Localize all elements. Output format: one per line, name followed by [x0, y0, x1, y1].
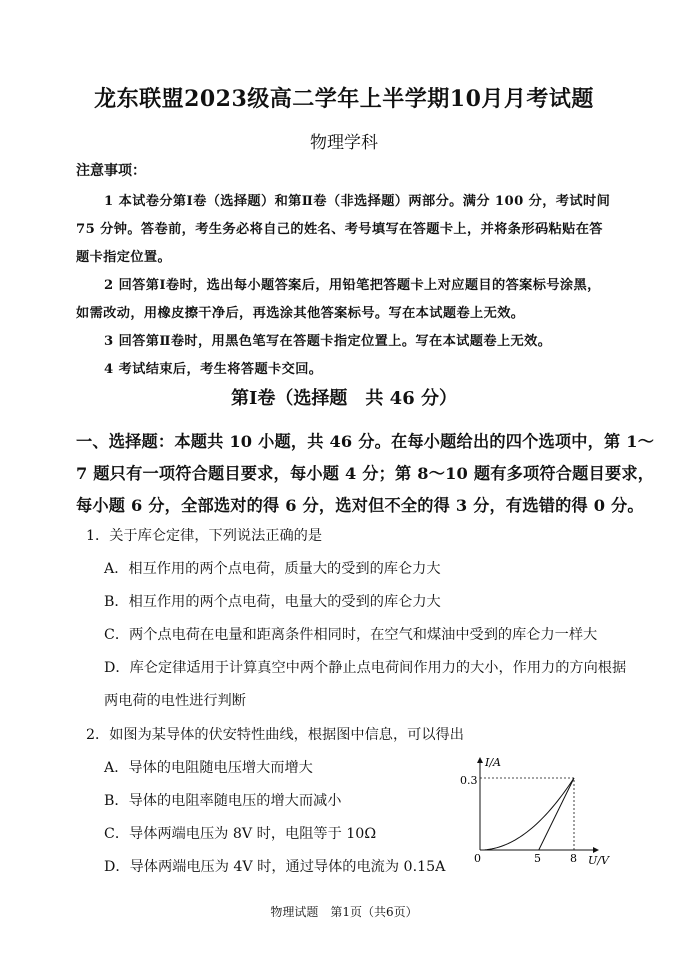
x-axis-label: U/V: [588, 854, 609, 867]
x-tick-label-0: 0: [474, 852, 481, 865]
exam-title: 龙东联盟2023级高二学年上半学期10月月考试题: [94, 86, 594, 112]
section-instruction-1: 一、选择题：本题共 10 小题，共 46 分。在每小题给出的四个选项中，第 1～: [76, 432, 655, 451]
question-2-option-c: C．导体两端电压为 8V 时，电阻等于 10Ω: [104, 826, 377, 842]
question-1-stem: 1．关于库仑定律，下列说法正确的是: [86, 528, 323, 544]
y-tick-label: 0.3: [460, 774, 478, 787]
page-footer: 物理试题 第1页（共6页）: [270, 905, 418, 919]
notice-line-5: 如需改动，用橡皮擦干净后，再选涂其他答案标号。写在本试题卷上无效。: [76, 306, 525, 321]
notice-line-4: 2 回答第Ⅰ卷时，选出每小题答案后，用铅笔把答题卡上对应题目的答案标号涂黑，: [104, 278, 601, 293]
question-2-option-a: A．导体的电阻随电压增大而增大: [104, 760, 313, 776]
iu-curve: [480, 778, 574, 850]
question-1-option-b: B．相互作用的两个点电荷，电量大的受到的库仑力大: [104, 594, 441, 610]
iu-characteristic-chart: [452, 752, 622, 882]
notice-line-6: 3 回答第Ⅱ卷时，用黑色笔写在答题卡指定位置上。写在本试题卷上无效。: [104, 334, 552, 349]
notice-line-3: 题卡指定位置。: [76, 250, 172, 265]
question-2-stem: 2．如图为某导体的伏安特性曲线，根据图中信息，可以得出: [86, 727, 464, 743]
section-instruction-2: 7 题只有一项符合题目要求，每小题 4 分；第 8～10 题有多项符合题目要求，: [76, 464, 655, 483]
section-instruction-3: 每小题 6 分，全部选对的得 6 分，选对但不全的得 3 分，有选错的得 0 分。: [76, 496, 644, 515]
question-1-option-a: A．相互作用的两个点电荷，质量大的受到的库仑力大: [104, 561, 441, 577]
x-tick-label-8: 8: [570, 852, 577, 865]
x-tick-label-5: 5: [534, 852, 541, 865]
notice-line-1: 1 本试卷分第Ⅰ卷（选择题）和第Ⅱ卷（非选择题）两部分。满分 100 分，考试时间: [104, 194, 611, 209]
question-2-option-d: D．导体两端电压为 4V 时，通过导体的电流为 0.15A: [104, 859, 446, 875]
notice-heading: 注意事项：: [76, 163, 146, 179]
section-title: 第Ⅰ卷（选择题 共 46 分）: [230, 388, 457, 409]
question-1-option-d: D．库仑定律适用于计算真空中两个静止点电荷间作用力的大小，作用力的方向根据: [104, 660, 627, 676]
y-axis-label: I/A: [485, 756, 501, 769]
notice-line-7: 4 考试结束后，考生将答题卡交回。: [104, 362, 323, 377]
question-1-option-d-cont: 两电荷的电性进行判断: [104, 693, 246, 709]
question-1-option-c: C．两个点电荷在电量和距离条件相同时，在空气和煤油中受到的库仑力一样大: [104, 627, 598, 643]
exam-subject: 物理学科: [310, 133, 378, 153]
tangent-line: [539, 778, 574, 850]
question-2-option-b: B．导体的电阻率随电压的增大而减小: [104, 793, 342, 809]
notice-line-2: 75 分钟。答卷前，考生务必将自己的姓名、考号填写在答题卡上，并将条形码粘贴在答: [76, 222, 603, 237]
